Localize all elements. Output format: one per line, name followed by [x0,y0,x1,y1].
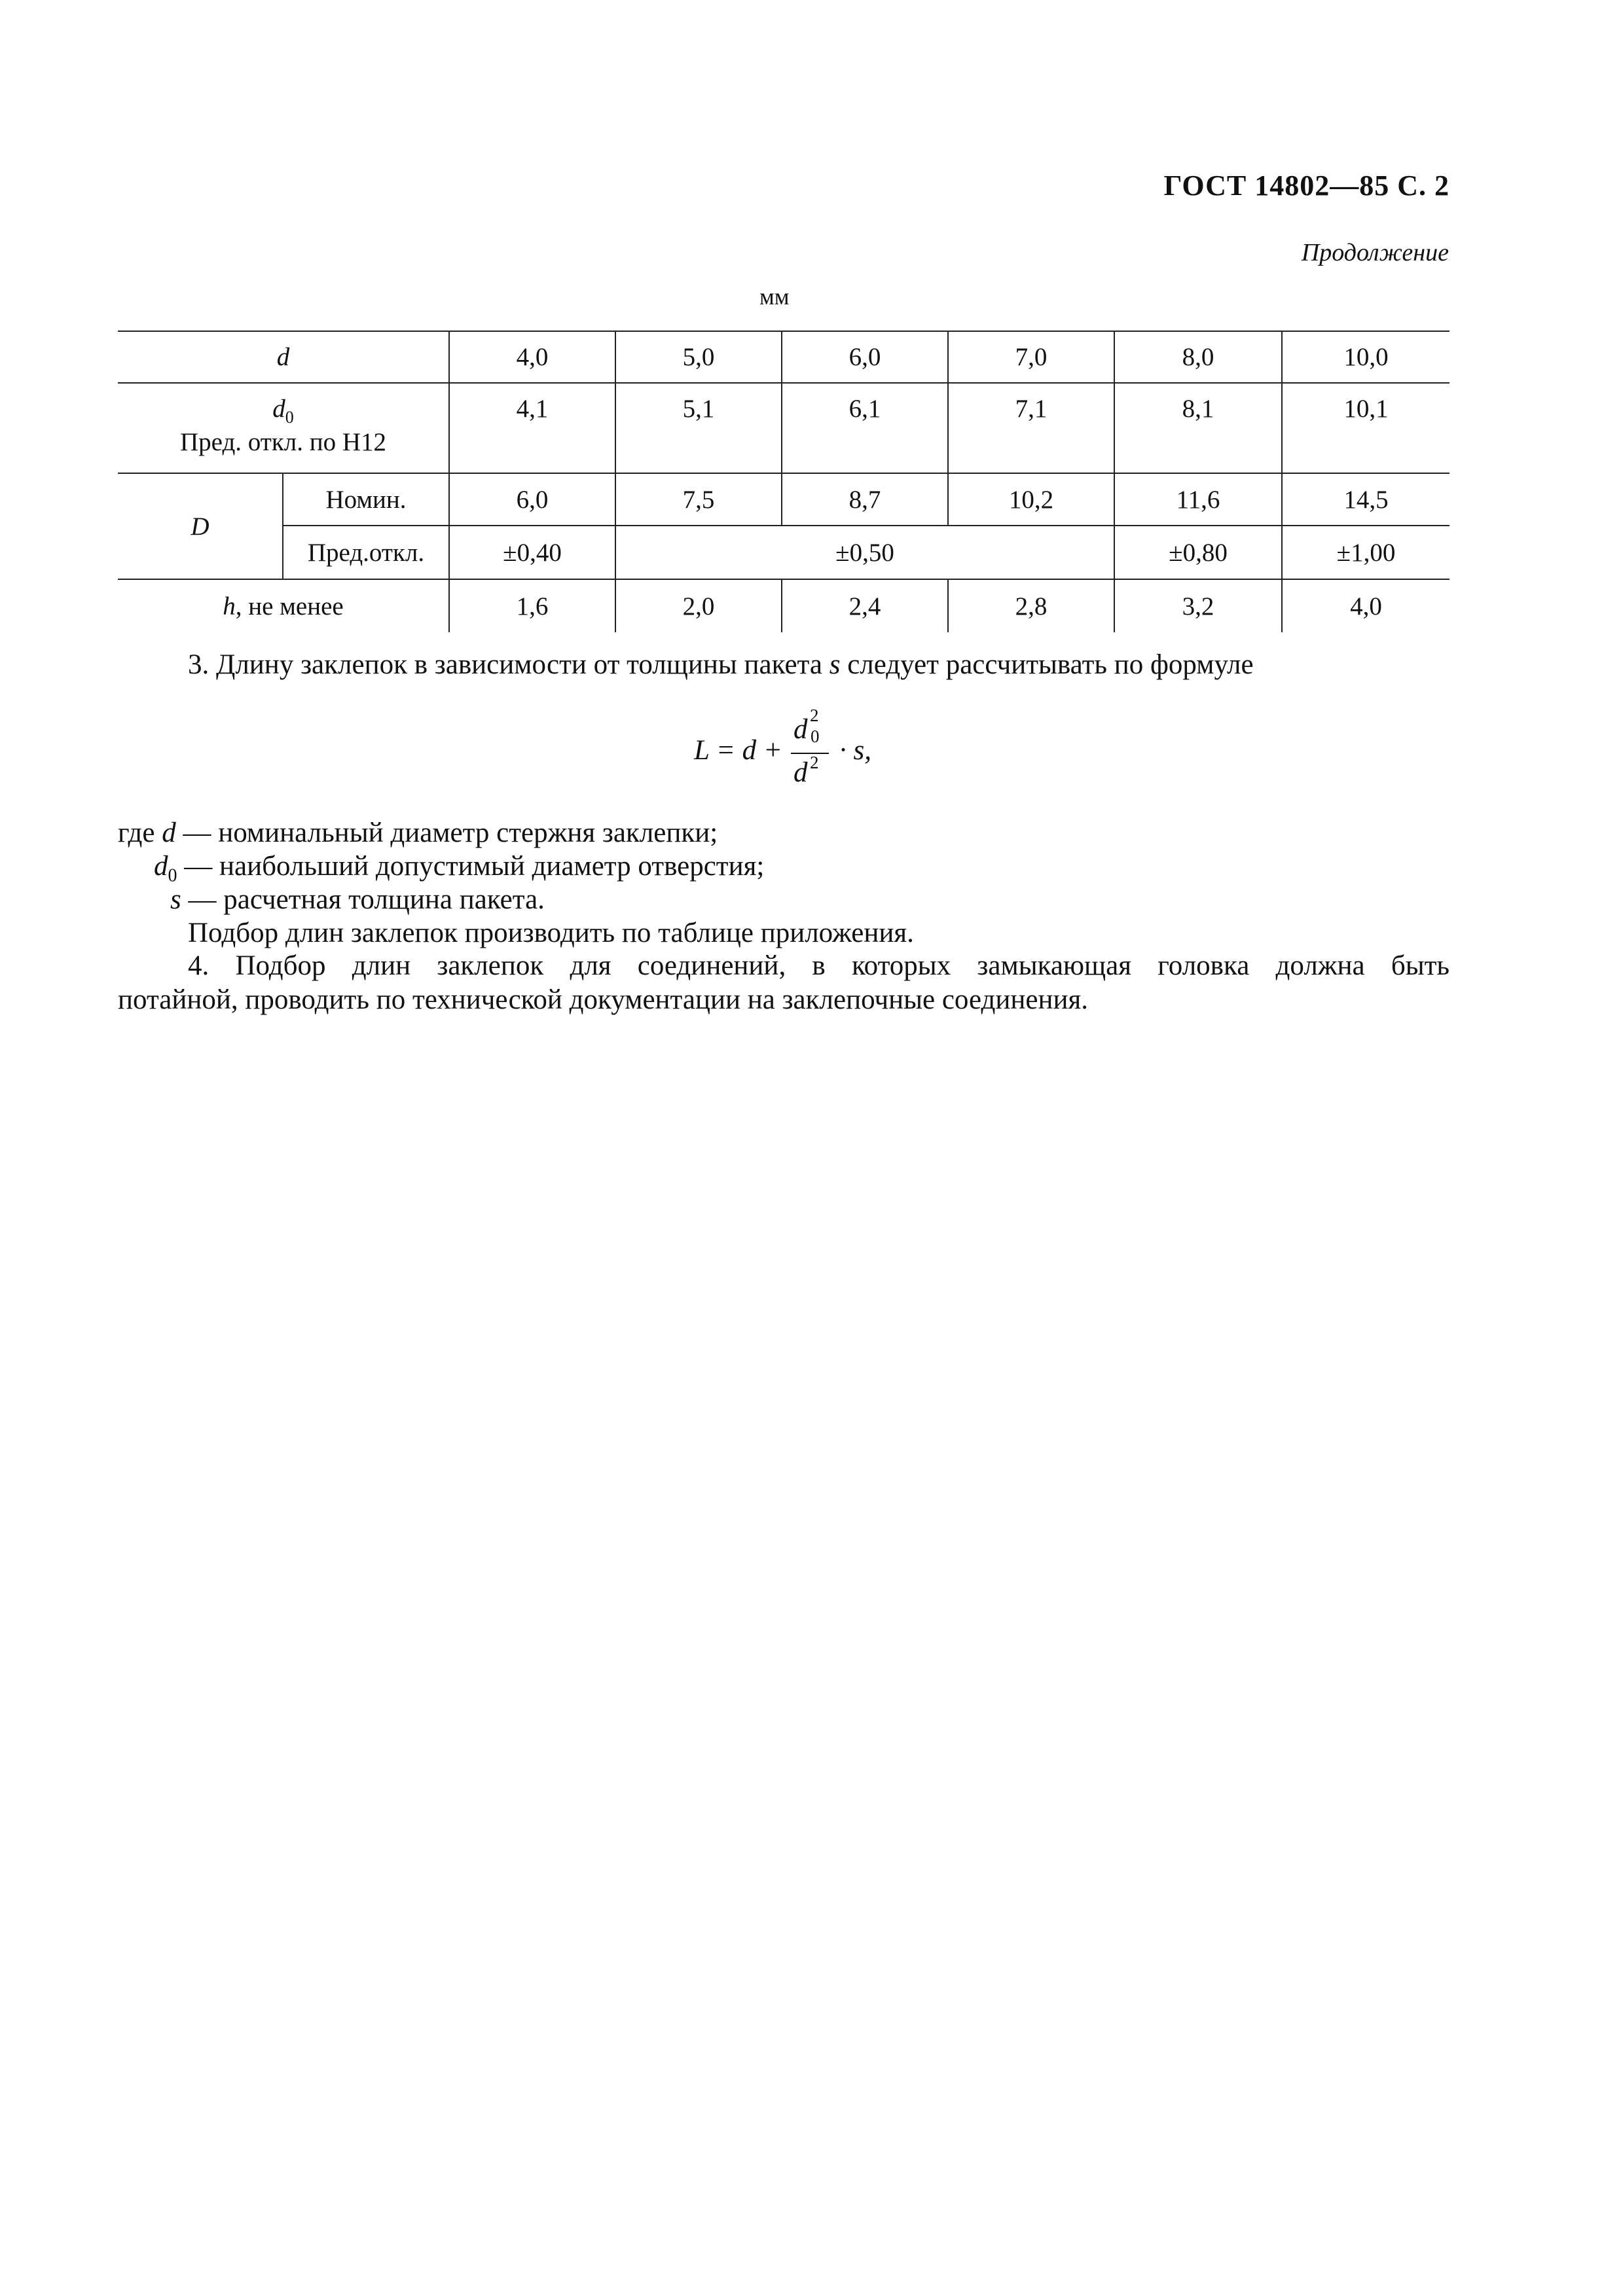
legend-text: — наибольший допустимый диаметр отверстия; [177,851,765,882]
paragraph-4 [118,949,1450,1017]
formula-tail: · s, [839,735,871,766]
table-cell: 4,0 [449,331,615,383]
table-cell: 7,1 [948,383,1114,473]
paragraph-line: 4. Подбор длин заклепок для соединений, в которых замыкающая головка должна быть [188,950,1450,981]
numerator-symbol: d [793,714,808,745]
formula-legend [118,816,1450,950]
symbol-d: d [154,851,168,882]
row-label-d0 [118,383,449,473]
paragraph-3 [188,648,1254,682]
denominator-symbol: d [793,757,808,788]
table-cell: 8,0 [1114,331,1282,383]
table-cell: 7,5 [615,473,782,526]
symbol-s: s [829,649,841,680]
paragraph-text: следует рассчитывать по формуле [840,649,1254,680]
table-cell: 2,4 [782,579,948,632]
table-row [118,579,1450,632]
table-cell: 4,1 [449,383,615,473]
legend-text: — расчетная толщина пакета. [181,884,545,915]
table-cell: 2,8 [948,579,1114,632]
subscript: 0 [285,407,294,427]
row-label-h [118,579,449,632]
legend-line: Подбор длин заклепок производить по таблице приложения. [188,918,914,948]
symbol-d: d [162,817,176,848]
label-text: , не менее [235,592,344,620]
symbol-h: h [223,592,236,620]
table-row [118,473,1450,526]
table-cell: 8,7 [782,473,948,526]
table-cell: 1,6 [449,579,615,632]
table-cell: ±1,00 [1282,526,1450,579]
table-cell: 4,0 [1282,579,1450,632]
numerator-subscript: 0 [811,726,820,746]
table-cell-merged: ±0,50 [615,526,1114,579]
legend-line [118,816,1450,850]
units-label: мм [759,283,790,310]
table-cell: 5,1 [615,383,782,473]
table-row [118,383,1450,473]
table-cell: ±0,40 [449,526,615,579]
legend-line [118,850,1450,886]
rivet-dimensions-table [118,331,1450,632]
table-cell: 6,0 [449,473,615,526]
table-cell: 6,0 [782,331,948,383]
table-cell: 6,1 [782,383,948,473]
table-row [118,331,1450,383]
table-row [118,526,1450,579]
legend-text: — номинальный диаметр стержня заклепки; [175,817,718,848]
denominator-exponent: 2 [810,753,819,772]
table-cell: 8,1 [1114,383,1282,473]
table-cell: 14,5 [1282,473,1450,526]
subscript: 0 [168,865,177,886]
table-cell: 10,0 [1282,331,1450,383]
formula-denominator [793,753,819,789]
table-cell: 2,0 [615,579,782,632]
tolerance-note: Пред. откл. по Н12 [179,427,387,456]
table-cell: 5,0 [615,331,782,383]
legend-line [118,883,1450,916]
row-group-label-D: D [118,473,283,579]
continuation-label: Продолжение [1301,239,1449,266]
row-label-d: d [118,331,449,383]
rivet-length-formula [694,707,930,792]
table-cell: 10,2 [948,473,1114,526]
legend-prefix: где [118,817,162,848]
symbol-d: d [272,395,285,423]
formula-numerator [793,706,820,746]
table-cell: 3,2 [1114,579,1282,632]
paragraph-text: 3. Длину заклепок в зависимости от толщины пакета [188,649,830,680]
formula-lhs: L = d + [694,735,782,766]
row-label-nominal: Номин. [283,473,449,526]
row-label-deviation: Пред.откл. [283,526,449,579]
table-cell: ±0,80 [1114,526,1282,579]
table-cell: 7,0 [948,331,1114,383]
page-header: ГОСТ 14802—85 С. 2 [1163,170,1450,202]
table-cell: 11,6 [1114,473,1282,526]
paragraph-line: потайной, проводить по технической документации на заклепочные соединения. [118,984,1089,1015]
symbol-s: s [170,884,181,915]
numerator-exponent: 2 [810,706,819,725]
table-cell: 10,1 [1282,383,1450,473]
